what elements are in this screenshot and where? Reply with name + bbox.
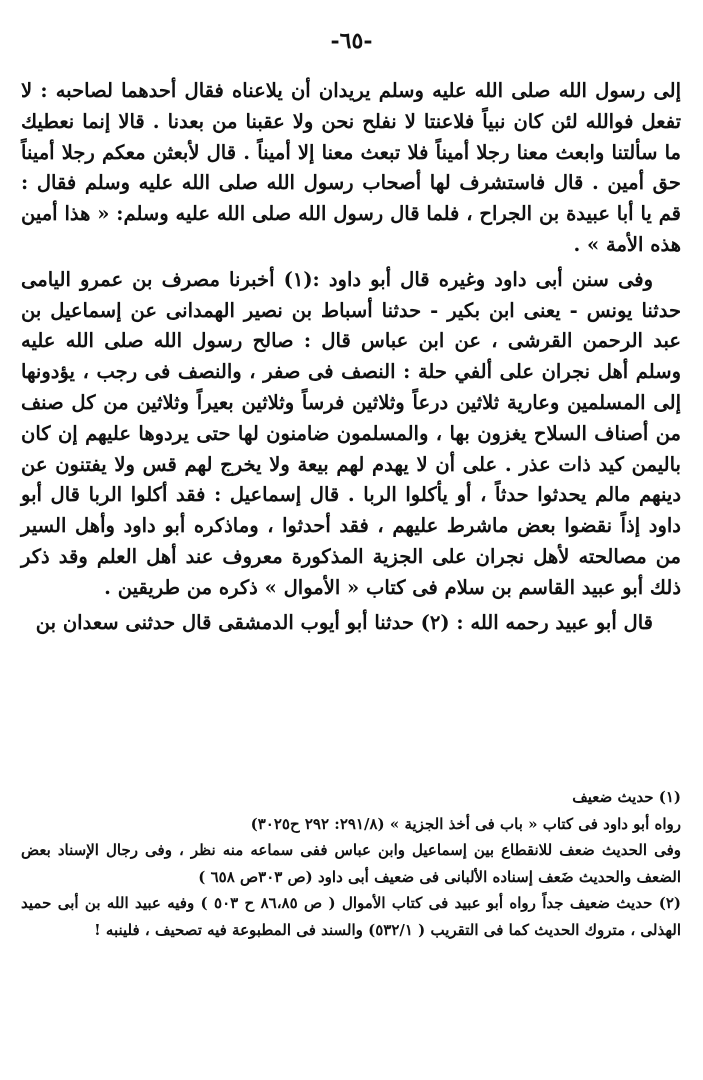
footnote-1-note: وفى الحديث ضعف للانقطاع بين إسماعيل وابن عباس ففى سماعه منه نظر ، وفى رجال الإسناد بعض الضعف والحديث ضَعف إسناده الألبانى فى ضعيف أبى داود (ص ٣٠٣ص ٦٥٨ ): [21, 841, 681, 886]
footnote-2: (٢) حديث ضعيف جداً رواه أبو عبيد فى كتاب الأموال ( ص ٨٦،٨٥ ح ٥٠٣ ) وفيه عبيد الله بن أبى حميد الهذلى ، متروك الحديث كما فى التقريب ( ٥٣٢/١) والسند فى المطبوعة فيه تصحيف ، فلينبه !: [21, 894, 681, 939]
paragraph-1: إلى رسول الله صلى الله عليه وسلم يريدان أن يلاعناه فقال أحدهما لصاحبه : لا تفعل فوالله لئن كان نبياً فلاعنتا لا نفلح نحن ولا عقبنا من بعدنا . قالا إنما نعطيك ما سألتنا وابعث معنا رجلا أميناً فلا تبعث معنا إلا أميناً . قال لأبعثن معكم رجلا أميناً حق أمين . قال فاستشرف لها أصحاب رسول الله صلى الله عليه وسلم فقال : قم يا أبا عبيدة بن الجراح ، فلما قال رسول الله صلى الله عليه وسلم: « هذا أمين هذه الأمة » .: [21, 79, 681, 256]
main-text: [21, 76, 681, 638]
page-number: -٦٥-: [330, 28, 373, 54]
footnote-1-source: رواه أبو داود فى كتاب « باب فى أخذ الجزية » (٢٩١/٨: ٢٩٢ ح٣٠٢٥): [250, 814, 681, 833]
footnotes: [21, 784, 681, 944]
paragraph-2: وفى سنن أبى داود وغيره قال أبو داود :(١) أخبرنا مصرف بن عمرو اليامى حدثنا يونس - يعنى ابن بكير - حدثنا أسباط بن نصير الهمدانى عن إسماعيل بن عبد الرحمن القرشى ، عن ابن عباس قال : صالح رسول الله صلى الله عليه وسلم أهل نجران على ألفي حلة : النصف فى صفر ، والنصف فى رجب ، يؤدونها إلى المسلمين وعارية ثلاثين درعاً وثلاثين فرساً وثلاثين بعيراً وثلاثين من كل صنف من أصناف السلاح يغزون بها ، والمسلمون ضامنون لها حتى يردوها عليهم إن كان باليمن كيد ذات عذر . على أن لا يهدم لهم بيعة ولا يخرج لهم قس ولا يفتنون عن دينهم مالم يحدثوا حدثاً ، أو يأكلوا الربا . قال إسماعيل : فقد أكلوا الربا قال أبو داود إذاً نقضوا بعض ماشرط عليهم ، فقد أحدثوا ، وماذكره أبو داود وأهل السير من مصالحته لأهل نجران على الجزية المذكورة معروف عند أهل العلم وقد ذكر ذلك أبو عبيد القاسم بن سلام فى كتاب « الأموال » ذكره من طريقين .: [21, 267, 681, 599]
footnote-1-title: (١) حديث ضعيف: [572, 788, 681, 806]
paragraph-3: قال أبو عبيد رحمه الله : (٢) حدثنا أبو أيوب الدمشقى قال حدثنى سعدان بن: [35, 610, 653, 634]
